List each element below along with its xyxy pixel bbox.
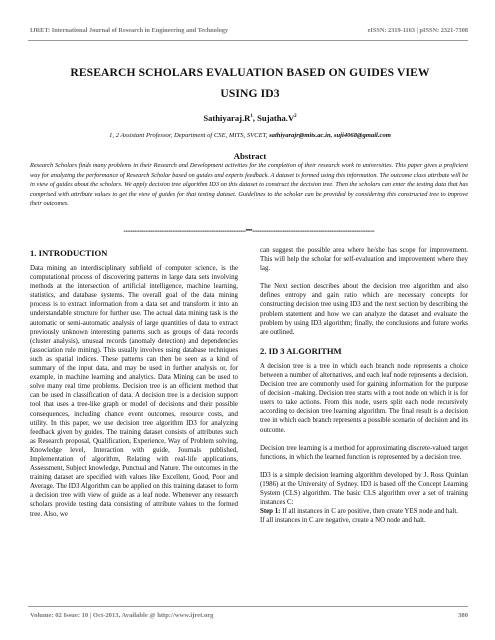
intro-paragraph: Data mining an interdisciplinary subfield of computer science, is the computational process of discovering patterns in large data sets involving methods at the intersection of artificial intelligence, machine learning, statistics, and database systems. The overall goal of the data mining process is to extract information from a data set and transform it into an understandable structure for further use. The actual data mining task is the automatic or semi-automatic analysis of large quantities of data to extract previously unknown interesting patterns such as groups of data records (cluster analysis), unusual records (anomaly detection) and dependencies (association rule mining). This usually involves using database techniques such as spatial indices. These patterns can then be seen as a kind of summary of the input data, and may be used in further analysis or, for example, in machine learning and analytics. Data Mining can be used to solve many real time problems. Decision tree is an efficient method that can be used in classification of data. A decision tree is a decision support tool that uses a tree-like graph or model of decisions and their possible consequences, including chance event outcomes, resource costs, and utility. In this paper, we use decision tree algorithm ID3 for analyzing feedback given by guides. The training dataset consists of attributes such as Research proposal, Qualification, Experience, Way of Problem solving, Knowledge level, Interaction with guide, Journals published, Implementation of algorithm, Relating with real-life applications, Assessment, Subject knowledge, Punctual and Nature. The outcomes in the training dataset are specified with values like Excellent, Good, Poor and Average. The ID3 Algorithm can be applied on this training dataset to form a decision tree with view of guide as a leaf node. Whenever any research scholars provide testing data consisting of attribute values to the formed tree. Also, we [30,265,238,518]
issn-text: eISSN: 2319-1163 | pISSN: 2321-7308 [367,27,468,34]
title-line-1: RESEARCH SCHOLARS EVALUATION BASED ON GUIDES VIEW [70,66,430,79]
page-number: 380 [458,612,468,619]
outline-paragraph: The Next section describes about the decision tree algorithm and also defines entropy and gain ratio which are necessary concepts for constructing decision tree using ID3 and the next section by describing the problem statement and how we can analyze the dataset and evaluate the problem by using ID3 algorithm; finally, the conclusions and future works are outlined. [260,283,468,336]
paper-title [30,62,470,104]
intro-paragraph-continued: can suggest the possible area where he/she has scope for improvement. This will help the scholar for self-evaluation and improvement where they lag. [260,247,468,273]
intro-heading: 1. INTRODUCTION [30,248,108,258]
id3-heading: 2. ID 3 ALGORITHM [260,345,342,356]
footer-divider [28,606,468,607]
id3-paragraph-3: ID3 is a simple decision learning algorithm developed by J. Ross Quinlan (1986) at the University of Sydney. ID3 is based off the Concept Learning System (CLS) algorithm. The basic CLS algorithm over a set of training instances C: [260,471,468,507]
title-line-2: USING ID3 [220,87,280,100]
author-emails[interactable]: sathiyarajr@mits.ac.in, suji4068@gmail.com [269,132,391,139]
affiliation [30,132,470,139]
header-divider [28,40,468,41]
left-column [30,248,238,519]
affiliation-text: 1, 2 Assistant Professor, Department of CSE, MITS, SVCET, [109,132,270,139]
step-1-label: Step 1: [260,508,281,516]
section-separator: --------------------------------------------------------------------***-------------------------------------------------------------------- [123,229,375,235]
footer-url-link[interactable]: http://www.ijret.org [157,612,214,619]
journal-name: IJRET: International Journal of Research in Engineering and Technology [30,27,229,34]
step-1-negative: If all instances in C are negative, create a NO node and halt. [260,517,426,525]
authors: $Sathiyaraj.R^1$, $Sujatha.V^2$ [203,113,297,123]
id3-paragraph-1: A decision tree is a tree in which each branch node represents a choice between a number of alternatives, and each leaf node represents a decision. Decision tree are commonly used for gaining information for the purpose of decision -making. Decision tree starts with a root node on which it is for users to take actions. From this node, users split each node recursively according to decision tree learning algorithm. The final result is a decision tree in which each branch represents a possible scenario of decision and its outcome. [260,362,468,434]
step-1 [260,507,468,516]
id3-paragraph-2: Decision tree learning is a method for approximating discrete-valued target functions, in which the learned function is represented by a decision tree. [260,444,468,461]
abstract-text: Research Scholars finds many problems in their Research and Development activities for the completion of their research work in universities. This paper gives a proficient way for analyzing the performance of Research Scholar based on guides and experts feedback. A dataset is formed using this information. The outcome class attribute will be in view of guides about the scholars. We apply decision tree algorithm ID3 on this dataset to construct the decision tree. Then the scholars can enter the testing data that has comprised with attribute values to get the view of guides for that testing dataset. Guidelines to the scholar can be provided by considering this constructed tree to improve their outcomes. [30,162,468,207]
step-1-text: If all instances in C are positive, then create YES node and halt. [280,508,458,516]
abstract-heading: Abstract [233,151,267,161]
right-column [260,246,468,525]
footer-volume: Volume: 02 Issue: 10 | Oct-2013, Available @ [30,612,158,619]
footer [30,612,468,619]
